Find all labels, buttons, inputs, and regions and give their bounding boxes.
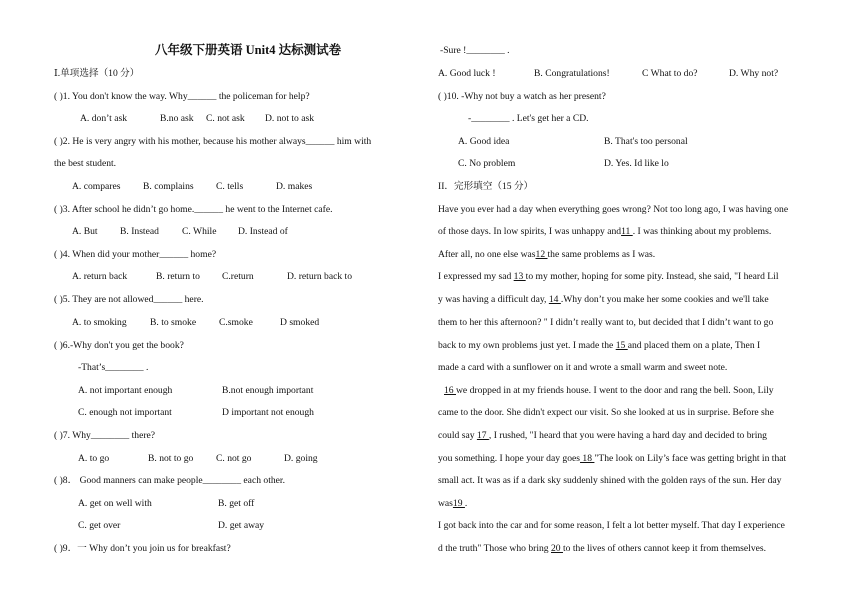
cloze-line-12: you something. I hope your day goes 18 "The look on Lily’s face was getting bright in that [438, 453, 787, 464]
cloze-line-15: I got back into the car and for some reason, I felt a lot better myself. That day I experience [438, 520, 785, 531]
q8-option-d: D. get away [218, 520, 265, 531]
q3-option-b: B. Instead [120, 226, 159, 237]
q9-option-b: B. Congratulations! [534, 68, 610, 79]
page-title: 八年级下册英语 Unit4 达标测试卷 [155, 43, 342, 57]
q5-option-a: A. to smoking [72, 317, 127, 328]
q6-option-d: D important not enough [222, 407, 314, 418]
question-3: ( )3. After school he didn’t go home.______ he went to the Internet cafe. [54, 204, 333, 215]
q5-option-b: B. to smoke [150, 317, 197, 328]
q9-option-d: D. Why not? [729, 68, 779, 79]
q4-option-a: A. return back [72, 271, 128, 282]
q3-option-c: C. While [182, 226, 217, 237]
q6-option-a: A. not important enough [78, 385, 173, 396]
q4-option-b: B. return to [156, 271, 200, 282]
cloze-line-4: I expressed my sad 13 to my mother, hoping for some pity. Instead, she said, "I heard Lil [438, 271, 779, 282]
blank-15: 15 [615, 340, 628, 351]
q4-option-c: C.return [222, 271, 254, 282]
q8-option-a: A. get on well with [78, 498, 152, 509]
blank-14: 14 [548, 294, 561, 305]
cloze-line-13: small act. It was as if a dark sky suddenly shined with the golden rays of the sun. Her day [438, 475, 782, 486]
q4-option-d: D. return back to [287, 271, 353, 282]
question-4: ( )4. When did your mother______ home? [54, 249, 217, 260]
blank-20: 20 [551, 543, 563, 554]
q8-option-b: B. get off [218, 498, 255, 509]
q10-option-d: D. Yes. Id like lo [604, 158, 669, 169]
question-2-cont: the best student. [54, 158, 117, 169]
q7-option-c: C. not go [216, 453, 252, 464]
q1-option-d: D. not to ask [265, 113, 315, 124]
q1-option-b: B.no ask [160, 113, 194, 124]
blank-18: 18 [580, 453, 595, 464]
q7-option-b: B. not to go [148, 453, 194, 464]
question-6: ( )6.-Why don't you get the book? [54, 340, 184, 351]
blank-16: 16 [444, 385, 456, 396]
q10-option-b: B. That's too personal [604, 136, 688, 147]
section-heading-1: Ⅰ.单项选择（10 分） [54, 68, 140, 79]
q8-option-c: C. get over [78, 520, 121, 531]
cloze-line-9: 16 we dropped in at my friends house. I went to the door and rang the bell. Soon, Lily [444, 385, 774, 396]
question-9-cont: -Sure !________ . [440, 45, 510, 56]
q3-option-a: A. But [72, 226, 98, 237]
blank-11: 11 [621, 226, 633, 237]
q6-option-b: B.not enough important [222, 385, 314, 396]
question-10-cont: -________ . Let's get her a CD. [468, 113, 589, 124]
blank-13: 13 [513, 271, 526, 282]
q10-option-a: A. Good idea [458, 136, 510, 147]
q5-option-c: C.smoke [219, 317, 253, 328]
q9-option-c: C What to do? [642, 68, 698, 79]
cloze-line-16: d the truth" Those who bring 20 to the lives of others cannot keep it from themselves. [438, 543, 767, 554]
q6-option-c: C. enough not important [78, 407, 172, 418]
question-6-cont: -That’s________ . [78, 362, 149, 373]
question-8: ( )8． Good manners can make people________ each other. [54, 475, 285, 486]
q7-option-d: D. going [284, 453, 318, 464]
q9-option-a: A. Good luck ! [438, 68, 496, 79]
blank-19: 19 [452, 498, 465, 509]
q1-option-c: C. not ask [206, 113, 245, 124]
cloze-line-2: of those days. In low spirits, I was unhappy and11 . I was thinking about my problems. [438, 226, 772, 237]
cloze-line-6: them to her this afternoon? " I didn’t really want to, but decided that I didn’t want to go [438, 317, 774, 328]
q5-option-d: D smoked [280, 317, 320, 328]
cloze-line-11: could say 17 , I rushed, "I heard that you were having a hard day and decided to bring [438, 430, 767, 441]
section-heading-2: II．完形填空（15 分） [438, 181, 534, 192]
blank-17: 17 [476, 430, 489, 441]
q2-option-b: B. complains [143, 181, 194, 192]
cloze-line-8: made a card with a sunflower on it and wrote a small warm and sweet note. [438, 362, 728, 373]
q10-option-c: C. No problem [458, 158, 516, 169]
q2-option-a: A. compares [72, 181, 121, 192]
cloze-line-3: After all, no one else was12 the same problems as I was. [438, 249, 656, 260]
cloze-line-1: Have you ever had a day when everything goes wrong? Not too long ago, I was having one [438, 204, 789, 215]
cloze-line-10: came to the door. She didn't expect our visit. So she looked at us in surprise. Before she [438, 407, 774, 418]
cloze-line-14: was19 . [438, 498, 468, 509]
q1-option-a: A. don’t ask [80, 113, 127, 124]
cloze-line-7: back to my own problems just yet. I made the 15 and placed them on a plate, Then I [438, 340, 761, 351]
question-1: ( )1. You don't know the way. Why______ the policeman for help? [54, 91, 310, 102]
q2-option-c: C. tells [216, 181, 244, 192]
q7-option-a: A. to go [78, 453, 110, 464]
cloze-line-5: y was having a difficult day, 14 .Why don’t you make her some cookies and we'll take [438, 294, 769, 305]
q3-option-d: D. Instead of [238, 226, 288, 237]
question-9: ( )9．一 Why don’t you join us for breakfast? [54, 543, 231, 554]
blank-12: 12 [535, 249, 548, 260]
q2-option-d: D. makes [276, 181, 313, 192]
question-2: ( )2. He is very angry with his mother, because his mother always______ him with [54, 136, 372, 147]
question-5: ( )5. They are not allowed______ here. [54, 294, 204, 305]
question-10: ( )10. -Why not buy a watch as her present? [438, 91, 606, 102]
question-7: ( )7. Why________ there? [54, 430, 156, 441]
